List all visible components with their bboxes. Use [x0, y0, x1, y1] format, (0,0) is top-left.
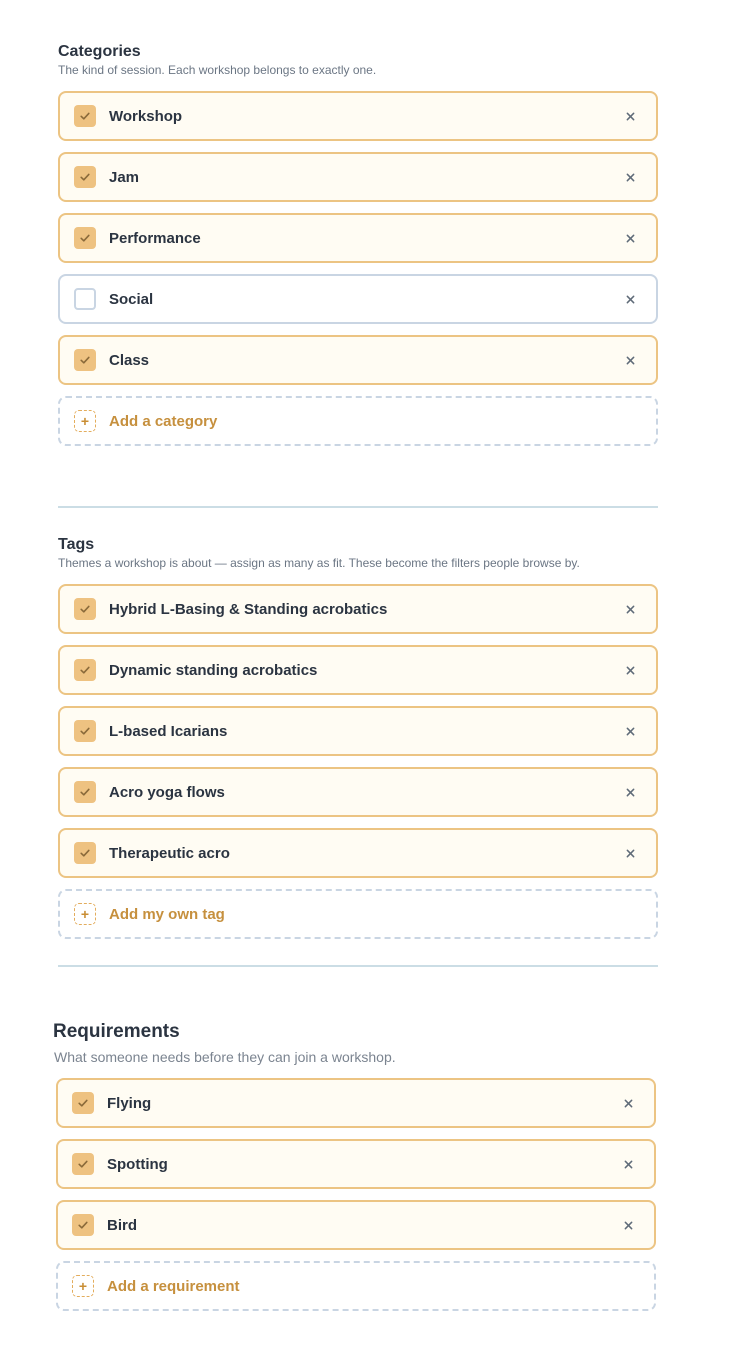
checkbox-checked[interactable]: [74, 349, 96, 371]
close-icon[interactable]: [618, 1093, 638, 1113]
categories-item-label: Class: [109, 351, 150, 369]
check-icon: [79, 664, 91, 676]
check-icon: [79, 354, 91, 366]
categories-title: Categories: [58, 43, 141, 60]
tags-item-label: L-based Icarians: [109, 722, 228, 740]
requirements-item-label: Spotting: [107, 1155, 168, 1173]
plus-icon: +: [74, 903, 96, 925]
add-tag-label: Add my own tag: [109, 905, 225, 923]
check-icon: [79, 171, 91, 183]
tags-description: Themes a workshop is about — assign as many as fit. These become the filters people browse by.: [58, 556, 580, 570]
tags-list: [58, 584, 658, 878]
categories-item-row[interactable]: [58, 152, 658, 202]
tags-title: Tags: [58, 536, 95, 553]
add-requirement-button[interactable]: [56, 1261, 656, 1311]
tags-item-row[interactable]: [58, 828, 658, 878]
checkbox-checked[interactable]: [74, 227, 96, 249]
requirements-item-row[interactable]: [56, 1139, 656, 1189]
categories-list: [58, 91, 658, 385]
close-icon[interactable]: [620, 721, 640, 741]
categories-description: The kind of session. Each workshop belongs to exactly one.: [58, 63, 377, 77]
close-icon[interactable]: [620, 350, 640, 370]
requirements-title: Requirements: [53, 1021, 180, 1042]
tags-item-label: Acro yoga flows: [109, 783, 225, 801]
tags-item-row[interactable]: [58, 584, 658, 634]
checkbox-checked[interactable]: [74, 781, 96, 803]
checkbox-unchecked[interactable]: [74, 288, 96, 310]
categories-item-row[interactable]: [58, 335, 658, 385]
checkbox-checked[interactable]: [74, 659, 96, 681]
close-icon[interactable]: [620, 289, 640, 309]
close-icon[interactable]: [620, 660, 640, 680]
check-icon: [77, 1219, 89, 1231]
checkbox-checked[interactable]: [74, 842, 96, 864]
close-icon[interactable]: [618, 1215, 638, 1235]
requirements-section: [53, 1020, 656, 1311]
tags-item-label: Therapeutic acro: [109, 844, 230, 862]
categories-item-label: Jam: [109, 168, 140, 186]
categories-item-row[interactable]: [58, 91, 658, 141]
requirements-item-row[interactable]: [56, 1078, 656, 1128]
tags-item-row[interactable]: [58, 706, 658, 756]
section-divider: [58, 965, 658, 967]
checkbox-checked[interactable]: [72, 1092, 94, 1114]
tags-item-label: Dynamic standing acrobatics: [109, 661, 318, 679]
close-icon[interactable]: [620, 782, 640, 802]
check-icon: [79, 110, 91, 122]
check-icon: [79, 725, 91, 737]
checkbox-checked[interactable]: [72, 1214, 94, 1236]
check-icon: [79, 603, 91, 615]
categories-item-label: Social: [109, 290, 154, 308]
tags-section: [58, 535, 658, 939]
close-icon[interactable]: [620, 599, 640, 619]
add-tag-button[interactable]: [58, 889, 658, 939]
close-icon[interactable]: [620, 106, 640, 126]
checkbox-checked[interactable]: [74, 598, 96, 620]
plus-icon: +: [74, 410, 96, 432]
checkbox-checked[interactable]: [74, 105, 96, 127]
requirements-description: What someone needs before they can join a workshop.: [54, 1049, 396, 1065]
categories-item-label: Workshop: [109, 107, 183, 125]
close-icon[interactable]: [618, 1154, 638, 1174]
checkbox-checked[interactable]: [74, 720, 96, 742]
categories-item-row[interactable]: [58, 213, 658, 263]
categories-item-label: Performance: [109, 229, 201, 247]
plus-icon: +: [72, 1275, 94, 1297]
add-requirement-label: Add a requirement: [107, 1277, 240, 1295]
check-icon: [77, 1158, 89, 1170]
check-icon: [79, 847, 91, 859]
tags-item-row[interactable]: [58, 645, 658, 695]
check-icon: [77, 1097, 89, 1109]
categories-section: [58, 42, 658, 446]
checkbox-checked[interactable]: [74, 166, 96, 188]
requirements-item-label: Bird: [107, 1216, 137, 1234]
check-icon: [79, 786, 91, 798]
close-icon[interactable]: [620, 167, 640, 187]
checkbox-checked[interactable]: [72, 1153, 94, 1175]
add-category-label: Add a category: [109, 412, 218, 430]
add-category-button[interactable]: [58, 396, 658, 446]
requirements-item-label: Flying: [107, 1094, 152, 1112]
section-divider: [58, 506, 658, 508]
categories-item-row[interactable]: [58, 274, 658, 324]
tags-item-row[interactable]: [58, 767, 658, 817]
close-icon[interactable]: [620, 228, 640, 248]
close-icon[interactable]: [620, 843, 640, 863]
tags-item-label: Hybrid L-Basing & Standing acrobatics: [109, 600, 388, 618]
requirements-list: [56, 1078, 656, 1250]
requirements-item-row[interactable]: [56, 1200, 656, 1250]
check-icon: [79, 232, 91, 244]
